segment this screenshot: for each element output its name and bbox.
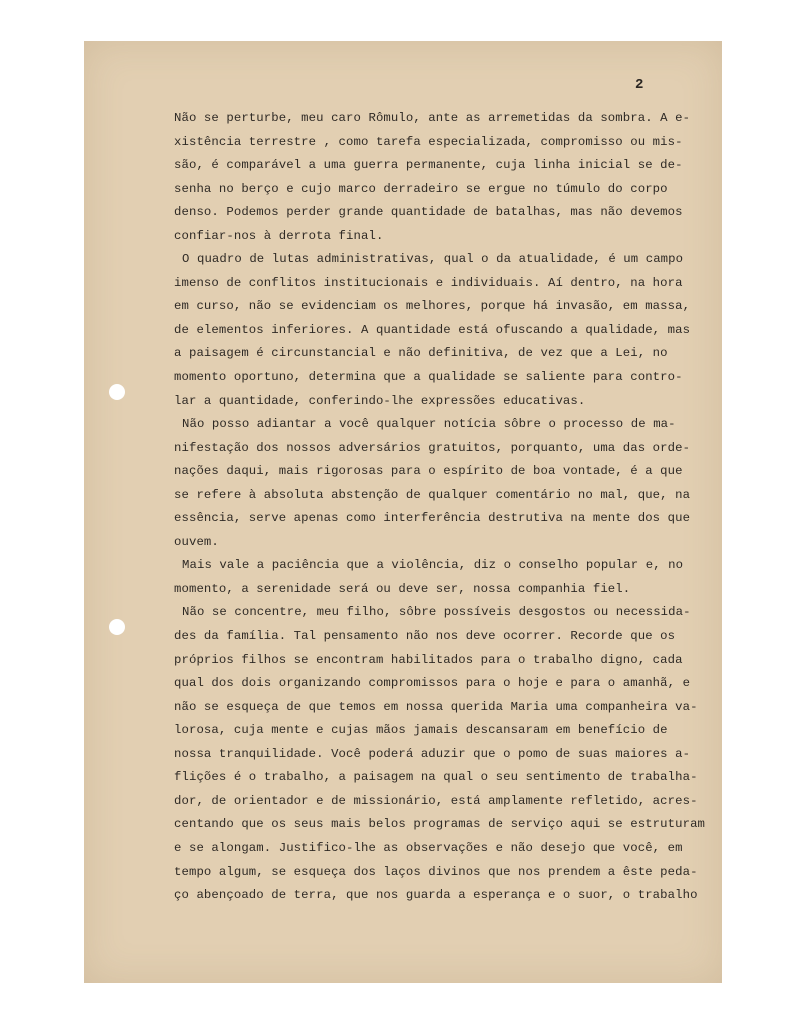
text-line: momento oportuno, determina que a qualidade se saliente para contro- [174, 370, 683, 385]
text-line: ço abençoado de terra, que nos guarda a esperança e o suor, o trabalho [174, 888, 698, 903]
text-line: senha no berço e cujo marco derradeiro se ergue no túmulo do corpo [174, 181, 668, 196]
text-line: Não se concentre, meu filho, sôbre possíveis desgostos ou necessida- [182, 605, 691, 620]
text-line: xistência terrestre , como tarefa especializada, compromisso ou mis- [174, 134, 683, 149]
text-line: nossa tranquilidade. Você poderá aduzir que o pomo de suas maiores a- [174, 746, 691, 761]
text-line: confiar-nos à derrota final. [174, 228, 384, 243]
text-line: dor, de orientador e de missionário, está amplamente refletido, acres- [174, 793, 698, 808]
text-line: qual dos dois organizando compromissos para o hoje e para o amanhã, e [174, 676, 691, 691]
text-line: lar a quantidade, conferindo-lhe expressões educativas. [174, 393, 586, 408]
page-number: 2 [635, 77, 644, 93]
text-line: imenso de conflitos institucionais e individuais. Aí dentro, na hora [174, 275, 683, 290]
text-line: são, é comparável a uma guerra permanente, cuja linha inicial se de- [174, 158, 683, 173]
text-line: centando que os seus mais belos programas de serviço aqui se estruturam [174, 817, 706, 832]
text-line: em curso, não se evidenciam os melhores, porque há invasão, em massa, [174, 299, 691, 314]
text-line: momento, a serenidade será ou deve ser, nossa companhia fiel. [174, 581, 631, 596]
text-line: lorosa, cuja mente e cujas mãos jamais descansaram em benefício de [174, 723, 668, 738]
text-line: Mais vale a paciência que a violência, diz o conselho popular e, no [182, 558, 684, 573]
paragraph-3 [174, 413, 702, 554]
typewritten-page [84, 41, 722, 983]
paragraph-1 [174, 107, 702, 248]
letter-body [174, 107, 706, 908]
binder-hole-upper [109, 384, 125, 400]
text-line: e se alongam. Justifico-lhe as observações e não desejo que você, em [174, 840, 683, 855]
text-line: Não posso adiantar a você qualquer notícia sôbre o processo de ma- [182, 417, 676, 432]
paragraph-2 [174, 248, 702, 413]
text-line: não se esqueça de que temos em nossa querida Maria uma companheira va- [174, 699, 698, 714]
text-line: des da família. Tal pensamento não nos deve ocorrer. Recorde que os [174, 629, 676, 644]
paragraph-4 [174, 554, 702, 601]
text-line: essência, serve apenas como interferência destrutiva na mente dos que [174, 511, 691, 526]
text-line: tempo algum, se esqueça dos laços divinos que nos prendem a êste peda- [174, 864, 698, 879]
text-line: O quadro de lutas administrativas, qual o da atualidade, é um campo [182, 252, 684, 267]
text-line: nifestação dos nossos adversários gratuitos, porquanto, uma das orde- [174, 440, 691, 455]
text-line: denso. Podemos perder grande quantidade de batalhas, mas não devemos [174, 205, 683, 220]
text-line: de elementos inferiores. A quantidade está ofuscando a qualidade, mas [174, 322, 691, 337]
text-line: ouvem. [174, 534, 219, 549]
binder-hole-lower [109, 619, 125, 635]
text-line: Não se perturbe, meu caro Rômulo, ante as arremetidas da sombra. A e- [174, 111, 691, 125]
text-line: próprios filhos se encontram habilitados para o trabalho digno, cada [174, 652, 683, 667]
text-line: a paisagem é circunstancial e não definitiva, de vez que a Lei, no [174, 346, 668, 361]
text-line: se refere à absoluta abstenção de qualquer comentário no mal, que, na [174, 487, 691, 502]
text-line: flições é o trabalho, a paisagem na qual o seu sentimento de trabalha- [174, 770, 698, 785]
text-line: nações daqui, mais rigorosas para o espírito de boa vontade, é a que [174, 464, 683, 479]
paragraph-5 [174, 601, 706, 907]
